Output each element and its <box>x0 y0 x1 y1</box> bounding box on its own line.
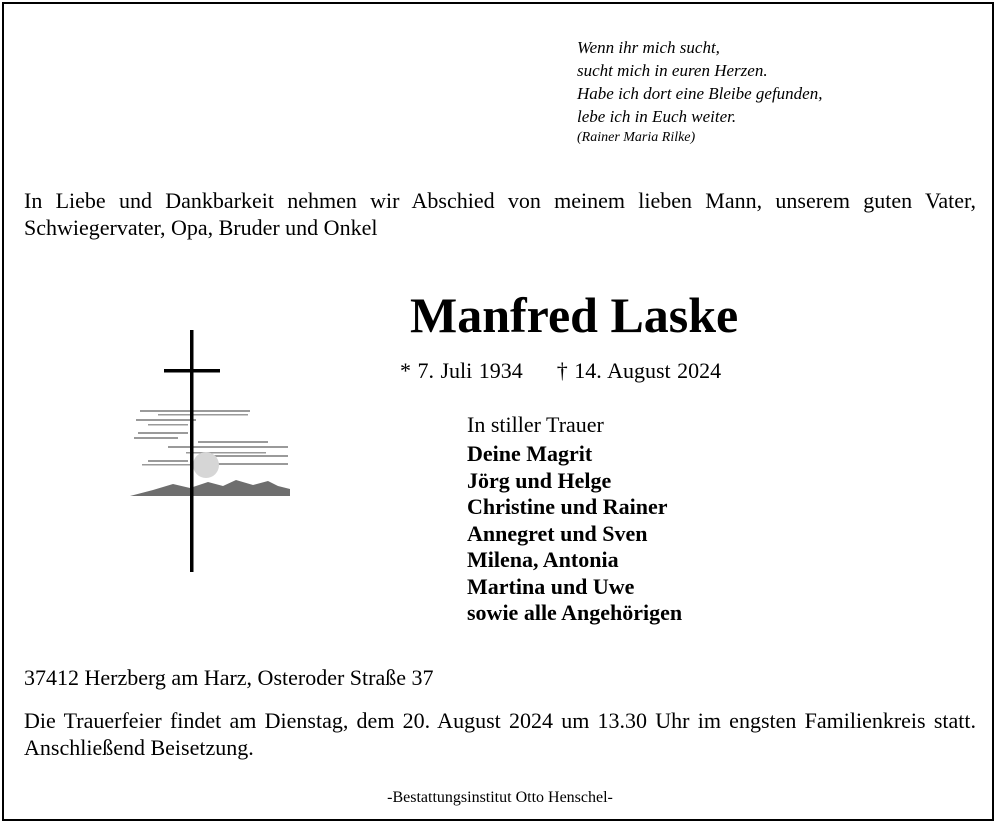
mourner-name: Milena, Antonia <box>467 547 619 572</box>
poem-author: (Rainer Maria Rilke) <box>577 130 696 145</box>
address: 37412 Herzberg am Harz, Osteroder Straße 37 <box>24 665 434 690</box>
deceased-name: Manfred Laske <box>410 287 739 343</box>
mourner-name: Martina und Uwe <box>467 573 635 599</box>
life-dates <box>400 357 721 385</box>
cross-landscape-icon <box>128 328 293 578</box>
mourner-name: Deine Magrit <box>467 441 593 466</box>
intro-text: In Liebe und Dankbarkeit nehmen wir Abschied von meinem lieben Mann, unserem guten Vater, Schwiegervater, Opa, Bruder und Onkel <box>24 188 976 240</box>
poem-line: Habe ich dort eine Bleibe gefunden, <box>577 84 823 103</box>
mourning-label: In stiller Trauer <box>467 412 604 437</box>
poem-line: sucht mich in euren Herzen. <box>577 61 768 80</box>
poem <box>577 36 822 148</box>
mourner-name: Christine und Rainer <box>467 494 668 519</box>
hills <box>130 480 290 496</box>
cross-beam-vertical <box>190 330 194 572</box>
cross-beam-horizontal <box>164 369 220 373</box>
mourner-name: Jörg und Helge <box>467 467 612 493</box>
mourners-list <box>467 441 682 627</box>
poem-line: lebe ich in Euch weiter. <box>577 107 737 126</box>
sun <box>193 452 219 478</box>
undertaker: -Bestattungsinstitut Otto Henschel- <box>387 789 613 806</box>
poem-line: Wenn ihr mich sucht, <box>577 38 720 57</box>
birth-date: * 7. Juli 1934 <box>400 358 523 383</box>
mourner-name: sowie alle Angehörigen <box>467 600 683 625</box>
mourner-name: Annegret und Sven <box>467 520 648 546</box>
ceremony-info: Die Trauerfeier findet am Dienstag, dem 20. August 2024 um 13.30 Uhr im engsten Familienkreis statt. Anschließend Beisetzung. <box>24 708 976 760</box>
death-date: † 14. August 2024 <box>556 358 722 383</box>
